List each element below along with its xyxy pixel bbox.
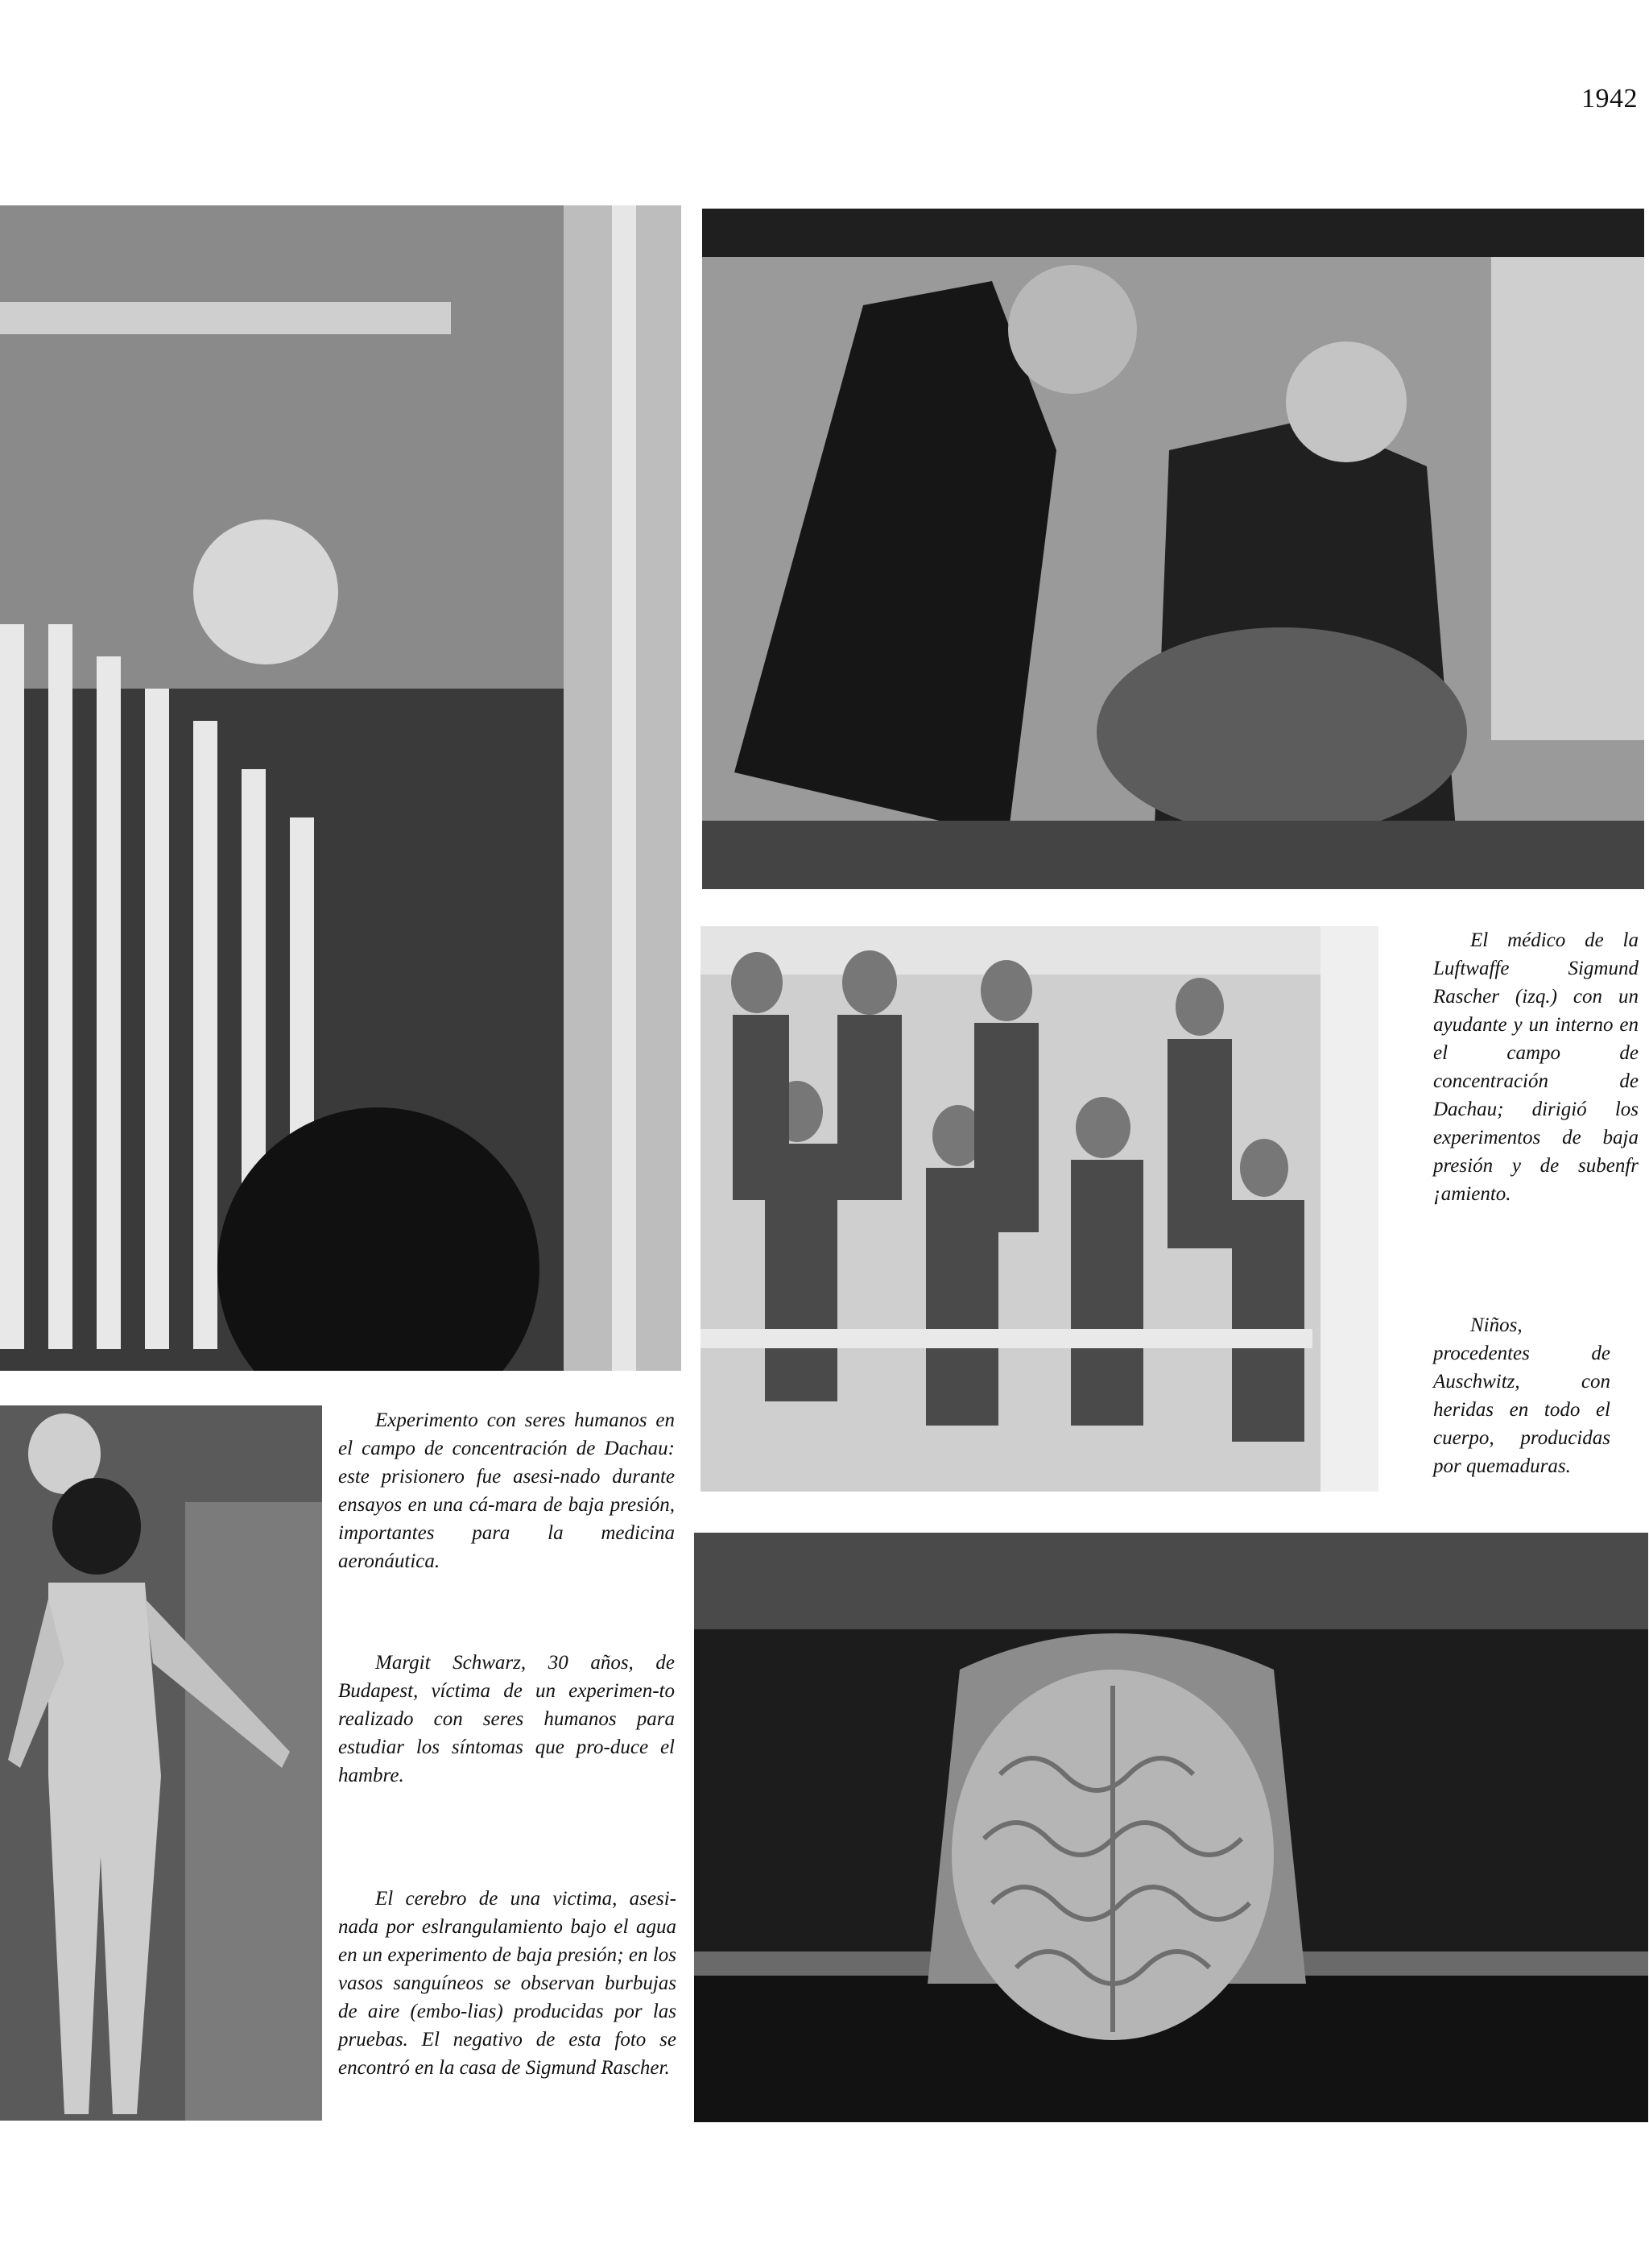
page-number: 1942 [1581,84,1638,114]
photo-placeholder-icon [702,209,1644,889]
photo-rascher-with-inmate [702,209,1644,889]
caption-rascher: El médico de la Luftwaffe Sigmund Rascher (izq.) con un ayudante y un interno en el campo de concentración de Dachau; dirigió los experimentos de baja presión y de subenfr ¡amiento. [1433,929,1639,1205]
photo-children-auschwitz [701,926,1378,1492]
photo-placeholder-icon [0,1405,322,2121]
photo-placeholder-icon [701,926,1378,1492]
photo-victim-brain [694,1533,1648,2122]
caption-experiment: Experimento con seres humanos en el campo de concentración de Dachau: este prisionero fue asesi-nado durante ensayos en una cá-mara de baja presión, importantes para la medicina aeronáutica. [338,1409,675,1572]
caption-brain: El cerebro de una victima, asesi-nada por eslrangulamiento bajo el agua en un experimento de baja presión; en los vasos sanguíneos se observan burbujas de aire (embo-lias) producidas por las pruebas. El negativo de esta foto se encontró en la casa de Sigmund Rascher. [338,1888,676,2079]
caption-children: Niños, procedentes de Auschwitz, con heridas en todo el cuerpo, producidas por quemaduras. [1433,1314,1610,1477]
photo-pressure-chamber-prisoner [0,205,681,1371]
photo-placeholder-icon [0,205,681,1371]
photo-placeholder-icon [694,1533,1648,2122]
photo-margit-schwarz [0,1405,322,2121]
caption-margit: Margit Schwarz, 30 años, de Budapest, víctima de un experimen-to realizado con seres humanos para estudiar los síntomas que pro-duce el hambre. [338,1652,675,1786]
